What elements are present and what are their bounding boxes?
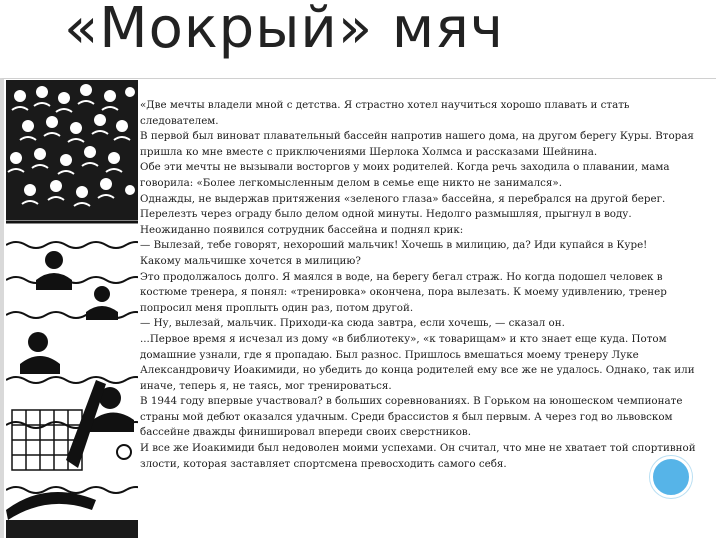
paragraph: Однажды, не выдержав притяжения «зеленого глаза» бассейна, я перебрался на другой берег. Перелезть через ограду было делом одной минуты. Недолго размышляя, прыгнул в воду. Неожиданно появился сотрудник бассейна и поднял крик:: [140, 192, 666, 236]
paragraph: — Ну, вылезай, мальчик. Приходи-ка сюда завтра, если хочешь, — сказал он.: [140, 317, 565, 330]
paragraph: И все же Иоакимиди был недоволен моими успехами. Он считал, что мне не хватает той спортивной злости, которая заставляет спортсмена превосходить самого себя.: [140, 442, 696, 470]
paragraph: В 1944 году впервые участвовал? в больших соревнованиях. В Горьком на юношеском чемпионате страны мой дебют оказался удачным. Среди брассистов я был первым. А через год во львовском бассейне дважды финишировал впереди своих сверстников.: [140, 395, 683, 439]
paragraph: Какому мальчишке хочется в милицию?: [140, 254, 361, 267]
paragraph: — Вылезай, тебе говорят, нехороший мальчик! Хочешь в милицию, да? Иди купайся в Куре!: [140, 239, 648, 252]
story-text: [140, 98, 696, 472]
paragraph: Это продолжалось долго. Я маялся в воде, на берегу бегал страж. Но когда подошел человек в костюме тренера, я понял: «тренировка» окончена, пора вылезать. К моему удивлению, тренер попросил меня проплыть один раз, потом другой.: [140, 270, 667, 314]
paragraph: «Две мечты владели мной с детства. Я страстно хотел научиться хорошо плавать и стать следователем.: [140, 99, 630, 127]
paragraph: ...Первое время я исчезал из дому «в библиотеку», «к товарищам» и кто знает еще куда. Потом домашние узнали, где я пропадаю. Был разнос. Пришлось вмешаться моему тренеру Луке Александровичу Иоакимиди, но убедить до конца родителей ему все же не удалось. Однако, так или иначе, теперь я, не таясь, мог тренироваться.: [140, 332, 695, 392]
slide-nav-button[interactable]: [650, 456, 692, 498]
paragraph: Обе эти мечты не вызывали восторгов у моих родителей. Когда речь заходила о плавании, мама говорила: «Более легкомысленным делом в семье еще никто не занимался».: [140, 161, 670, 189]
water-polo-engraving-icon: [6, 80, 138, 538]
paragraph: В первой был виноват плавательный бассейн напротив нашего дома, на другом берегу Куры. Вторая пришла ко мне вместе с приключениями Шерлока Холмса и рассказами Шейнина.: [140, 130, 694, 158]
slide-title: «Мокрый» мяч: [64, 0, 504, 61]
